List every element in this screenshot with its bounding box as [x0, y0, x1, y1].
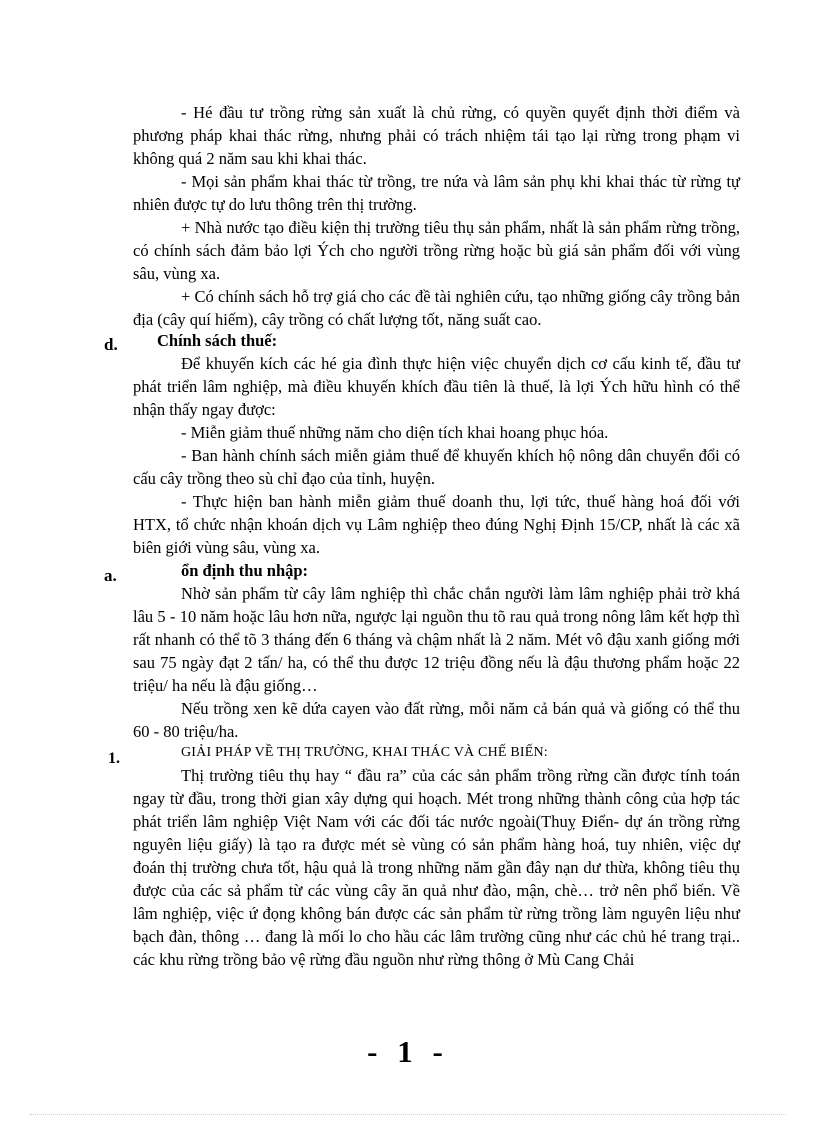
section-heading-tax-policy: Chính sách thuế:	[157, 331, 278, 350]
paragraph-tax-policy-farmers: - Ban hành chính sách miễn giảm thuế để khuyến khích hộ nông dân chuyển đổi có cấu cây trồng theo sù chỉ đạo của tỉnh, huyện.	[133, 446, 740, 488]
section-marker-a: a.	[104, 566, 117, 585]
page-bottom-divider	[30, 1114, 786, 1115]
section-heading-market-solutions: GIẢI PHÁP VỀ THỊ TRƯỜNG, KHAI THÁC VÀ CHẾ BIẾN:	[181, 745, 548, 760]
paragraph-price-support: + Có chính sách hỗ trợ giá cho các đề tài nghiên cứu, tạo những giống cây trồng bản địa (cây quí hiếm), cây trồng có chất lượng tốt, năng suất cao.	[133, 287, 740, 329]
paragraph-pineapple-income: Nếu trồng xen kẽ dứa cayen vào đất rừng, mỗi năm cả bán quả và giống có thể thu 60 - 80 triệu/ha.	[133, 699, 740, 741]
paragraph-tax-exemption: - Miễn giảm thuế những năm cho diện tích khai hoang phục hóa.	[181, 423, 609, 442]
paragraph-market-output: Thị trường tiêu thụ hay “ đầu ra” của các sản phẩm trồng rừng cần được tính toán ngay từ đầu, trong thời gian xây dựng qui hoạch. Mét trong những thành công của hợp tác phát triển lâm nghiệp Việt Nam với các đối tác nước ngoài(Thuỵ Điển- dự án trồng rừng nguyên liệu giấy) là tạo ra được mét sè vùng có sản phẩm hàng hoá, tuy nhiên, việc dự đoán thị trường chưa tốt, hậu quả là trong những năm gần đây nạn dư thừa, không tiêu thụ được của các sả phẩm từ các vùng cây ăn quả như đào, mận, chè… trở nên phổ biến. Về lâm nghiệp, việc ứ đọng không bán được các sản phẩm từ rừng trồng làm nguyên liệu như bạch đàn, thông … đang là mối lo cho hầu các lâm trường cũng như các chủ hé trang trại.. các khu rừng trồng bảo vệ rừng đầu nguồn như rừng thông ở Mù Cang Chải	[133, 766, 740, 969]
page-number: - 1 -	[367, 1034, 449, 1069]
paragraph-free-circulation: - Mọi sản phẩm khai thác từ trồng, tre nứa và lâm sản phụ khi khai thác từ rừng tự nhiên được tự do lưu thông trên thị trường.	[133, 172, 740, 214]
section-heading-income-stability: ổn định thu nhập:	[181, 561, 309, 580]
paragraph-tax-incentive: Để khuyến kích các hé gia đình thực hiện việc chuyển dịch cơ cấu kinh tế, đầu tư phát triển lâm nghiệp, mà điều khuyến khích đầu tiên là thuế, là lợi Ých hữu hình có thể nhận thấy ngay được:	[133, 354, 740, 419]
section-marker-d: d.	[104, 335, 118, 354]
paragraph-forest-owner-rights: - Hé đầu tư trồng rừng sản xuất là chủ rừng, có quyền quyết định thời điểm và phương pháp khai thác rừng, nhưng phải có trách nhiệm tái tạo lại rừng trong phạm vi không quá 2 năm sau khi khai thác.	[133, 103, 740, 168]
section-marker-1: 1.	[108, 750, 120, 767]
paragraph-market-support: + Nhà nước tạo điều kiện thị trường tiêu thụ sản phẩm, nhất là sản phẩm rừng trồng, có chính sách đảm bảo lợi Ých cho người trồng rừng hoặc bù giá sản phẩm đối với vùng sâu, vùng xa.	[133, 218, 740, 283]
paragraph-tax-htx: - Thực hiện ban hành miễn giảm thuế doanh thu, lợi tức, thuế hàng hoá đối với HTX, tổ chức nhận khoán dịch vụ Lâm nghiệp theo đúng Nghị Định 15/CP, nhất là các xã biên giới vùng sâu, vùng xa.	[133, 492, 740, 557]
paragraph-income-sources: Nhờ sản phẩm từ cây lâm nghiệp thì chắc chắn người làm lâm nghiệp phải trờ khá lâu 5 - 10 năm hoặc lâu hơn nữa, ngược lại nguồn thu tõ rau quả trong nông lâm kết hợp thì rất nhanh có thể tõ 3 tháng đến 6 tháng và chậm nhất là 2 năm. Mét vô đậu xanh giống mới sau 75 ngày đạt 2 tấn/ ha, có thể thu được 12 triệu đồng nếu là đậu thương phẩm hoặc 22 triệu/ ha nếu là đậu giống…	[133, 584, 740, 695]
